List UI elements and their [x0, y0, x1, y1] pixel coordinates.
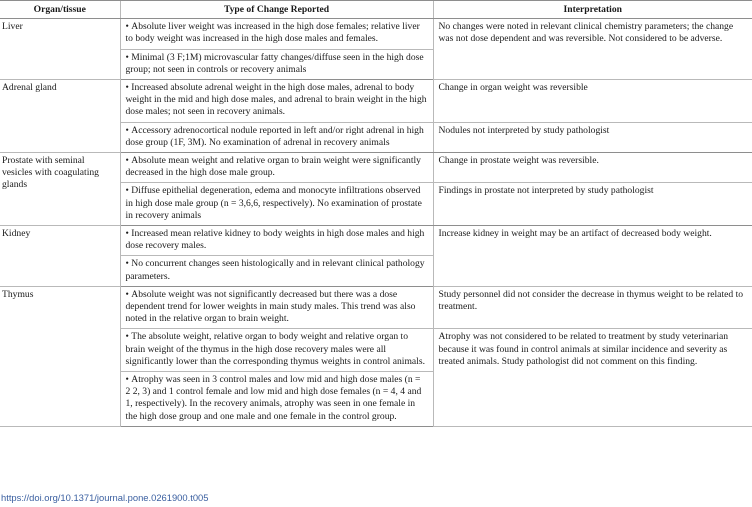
change-text: • Absolute weight was not significantly decreased but there was a dose dependent trend for lower weights in main study males. This trend was also noted in the relative organ to brain weight. — [126, 289, 416, 324]
table-row — [0, 226, 752, 256]
change-text: • Absolute liver weight was increased in the high dose females; relative liver to body weight was increased in the high dose males and females. — [126, 21, 420, 44]
organ-cell: Thymus — [0, 286, 120, 426]
change-cell — [120, 372, 433, 427]
header-interpretation: Interpretation — [433, 1, 752, 19]
header-organ: Organ/tissue — [0, 1, 120, 19]
change-cell — [120, 19, 433, 49]
change-cell — [120, 286, 433, 329]
table-row — [0, 153, 752, 183]
interpretation-cell: Findings in prostate not interpreted by study pathologist — [433, 183, 752, 226]
organ-cell: Prostate with seminal vesicles with coagulating glands — [0, 153, 120, 226]
table-row — [0, 80, 752, 123]
change-cell — [120, 256, 433, 286]
change-cell — [120, 153, 433, 183]
change-text: • Atrophy was seen in 3 control males and low mid and high dose males (n = 2 2, 3) and 1 control female and low mid and high dose females (n = 4, 4 and 1, respectively). In the recovery animals, atrophy was seen in one female in the high dose group and one male and one female in the control group. — [126, 374, 422, 422]
organ-cell: Adrenal gland — [0, 80, 120, 153]
interpretation-cell: Change in prostate weight was reversible. — [433, 153, 752, 183]
change-cell — [120, 49, 433, 79]
header-change: Type of Change Reported — [120, 1, 433, 19]
header-row — [0, 1, 752, 19]
change-cell — [120, 122, 433, 152]
organ-cell: Liver — [0, 19, 120, 80]
interpretation-cell: Nodules not interpreted by study pathologist — [433, 122, 752, 152]
change-text: • Diffuse epithelial degeneration, edema and monocyte infiltrations observed in high dose male group (n = 3,6,6, respectively). No examination of prostate in recovery animals — [126, 185, 422, 220]
change-text: • Absolute mean weight and relative organ to brain weight were significantly decreased in the high dose male group. — [126, 155, 421, 178]
interpretation-cell: Atrophy was not considered to be related to treatment by study veterinarian because it was found in control animals at similar incidence and severity as treated animals. Study pathologist did not comment on this finding. — [433, 329, 752, 426]
doi-link[interactable]: https://doi.org/10.1371/journal.pone.0261900.t005 — [1, 492, 209, 503]
change-cell — [120, 329, 433, 372]
organ-cell: Kidney — [0, 226, 120, 287]
interpretation-cell: Increase kidney in weight may be an artifact of decreased body weight. — [433, 226, 752, 287]
interpretation-cell: Study personnel did not consider the decrease in thymus weight to be related to treatment. — [433, 286, 752, 329]
change-text: • Increased mean relative kidney to body weights in high dose males and high dose recovery males. — [126, 228, 425, 251]
change-cell — [120, 183, 433, 226]
interpretation-cell: Change in organ weight was reversible — [433, 80, 752, 123]
table-row — [0, 19, 752, 49]
change-text: • Minimal (3 F;1M) microvascular fatty changes/diffuse seen in the high dose group; not seen in controls or recovery animals — [126, 52, 424, 75]
change-text: • The absolute weight, relative organ to body weight and relative organ to brain weight of the thymus in the high dose recovery males were all significantly lower than the corresponding thymus weights in control animals. — [126, 331, 425, 366]
change-text: • Accessory adrenocortical nodule reported in left and/or right adrenal in high dose group (1F, 3M). No examination of adrenal in recovery animals — [126, 125, 424, 148]
change-text: • No concurrent changes seen histologically and in relevant clinical pathology parameters. — [126, 258, 425, 281]
change-cell — [120, 226, 433, 256]
change-text: • Increased absolute adrenal weight in the high dose males, adrenal to body weight in the mid and high dose males, and adrenal to brain weight in the high dose males; not seen in recovery animals. — [126, 82, 427, 117]
table-row — [0, 286, 752, 329]
change-cell — [120, 80, 433, 123]
interpretation-cell: No changes were noted in relevant clinical chemistry parameters; the change was not dose dependent and was reversible. Not considered to be adverse. — [433, 19, 752, 80]
